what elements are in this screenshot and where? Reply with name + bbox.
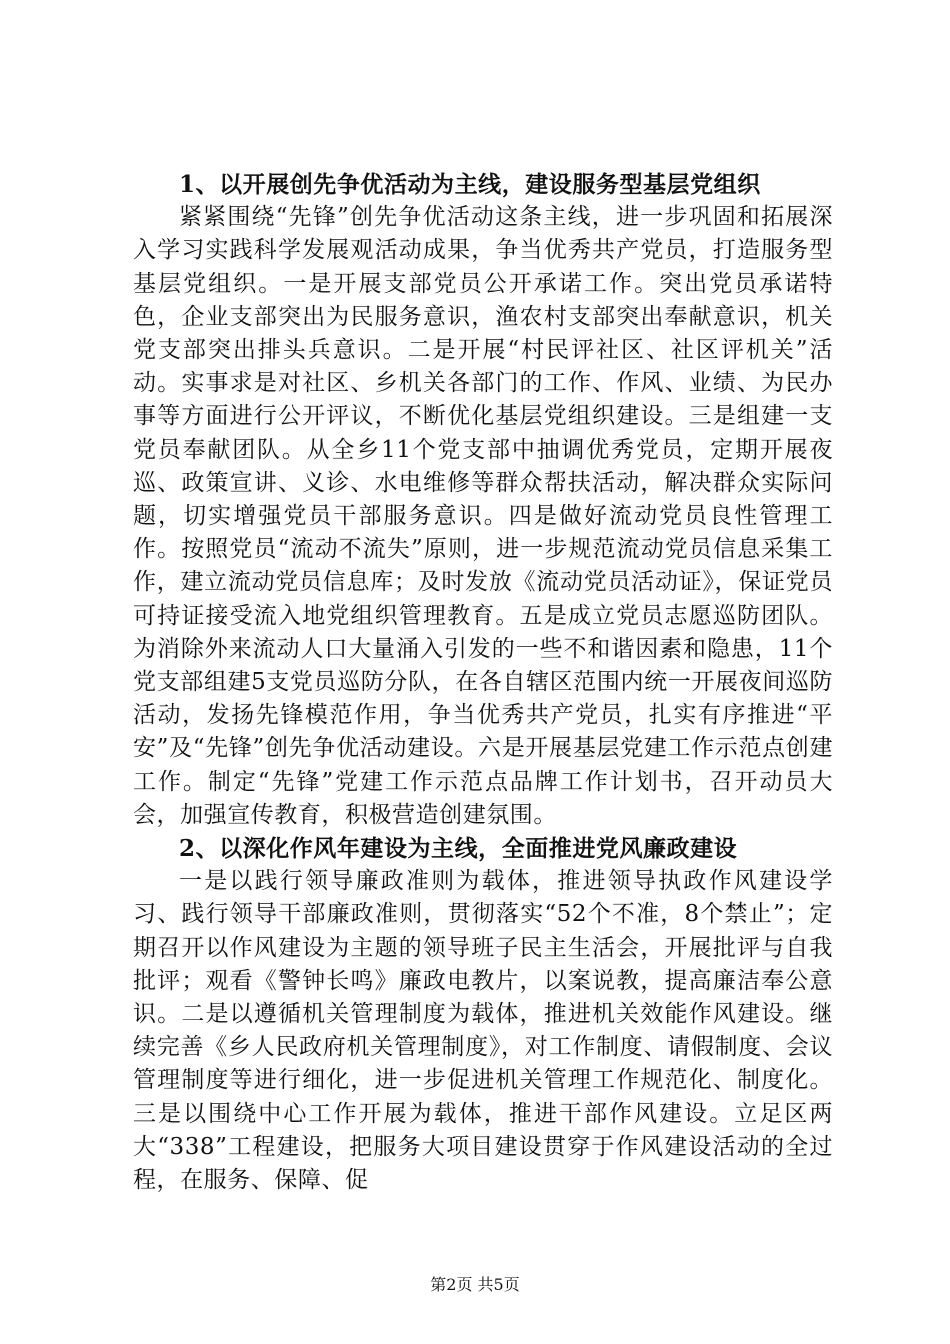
section-2-heading: 2、以深化作风年建设为主线，全面推进党风廉政建设 [179,835,738,863]
section-1-heading: 1、以开展创先争优活动为主线，建设服务型基层党组织 [179,171,761,198]
section-2-paragraph: 一是以践行领导廉政准则为载体，推进领导执政作风建设学习、践行领导干部廉政准则，贯彻落实“52个不准，8个禁止”；定期召开以作风建设为主题的领导班子民主生活会，开展批评与自我批评；观看《警钟长鸣》廉政电教片，以案说教，提高廉洁奉公意识。二是以遵循机关管理制度为载体，推进机关效能作风建设。继续完善《乡人民政府机关管理制度》，对工作制度、请假制度、会议管理制度等进行细化，进一步促进机关管理工作规范化、制度化。三是以围绕中心工作开展为载体，推进干部作风建设。立足区两大“338”工程建设，把服务大项目建设贯穿于作风建设活动的全过程，在服务、保障、促 [133,868,833,1194]
section-1-paragraph: 紧紧围绕“先锋”创先争优活动这条主线，进一步巩固和拓展深入学习实践科学发展观活动成果，争当优秀共产党员，打造服务型基层党组织。一是开展支部党员公开承诺工作。突出党员承诺特色，企业支部突出为民服务意识，渔农村支部突出奉献意识，机关党支部突出排头兵意识。二是开展“村民评社区、社区评机关”活动。实事求是对社区、乡机关各部门的工作、作风、业绩、为民办事等方面进行公开评议，不断优化基层党组织建设。三是组建一支党员奉献团队。从全乡11个党支部中抽调优秀党员，定期开展夜巡、政策宣讲、义诊、水电维修等群众帮扶活动，解决群众实际问题，切实增强党员干部服务意识。四是做好流动党员良性管理工作。按照党员“流动不流失”原则，进一步规范流动党员信息采集工作，建立流动党员信息库；及时发放《流动党员活动证》，保证党员可持证接受流入地党组织管理教育。五是成立党员志愿巡防团队。为消除外来流动人口大量涌入引发的一些不和谐因素和隐患，11个党支部组建5支党员巡防分队，在各自辖区范围内统一开展夜间巡防活动，发扬先锋模范作用，争当优秀共产党员，扎实有序推进“平安”及“先锋”创先争优活动建设。六是开展基层党建工作示范点创建工作。制定“先锋”党建工作示范点品牌工作计划书，召开动员大会，加强宣传教育，积极营造创建氛围。 [133,204,833,828]
document-body [133,168,833,1197]
page-footer: 第2页 共5页 [430,1275,520,1294]
